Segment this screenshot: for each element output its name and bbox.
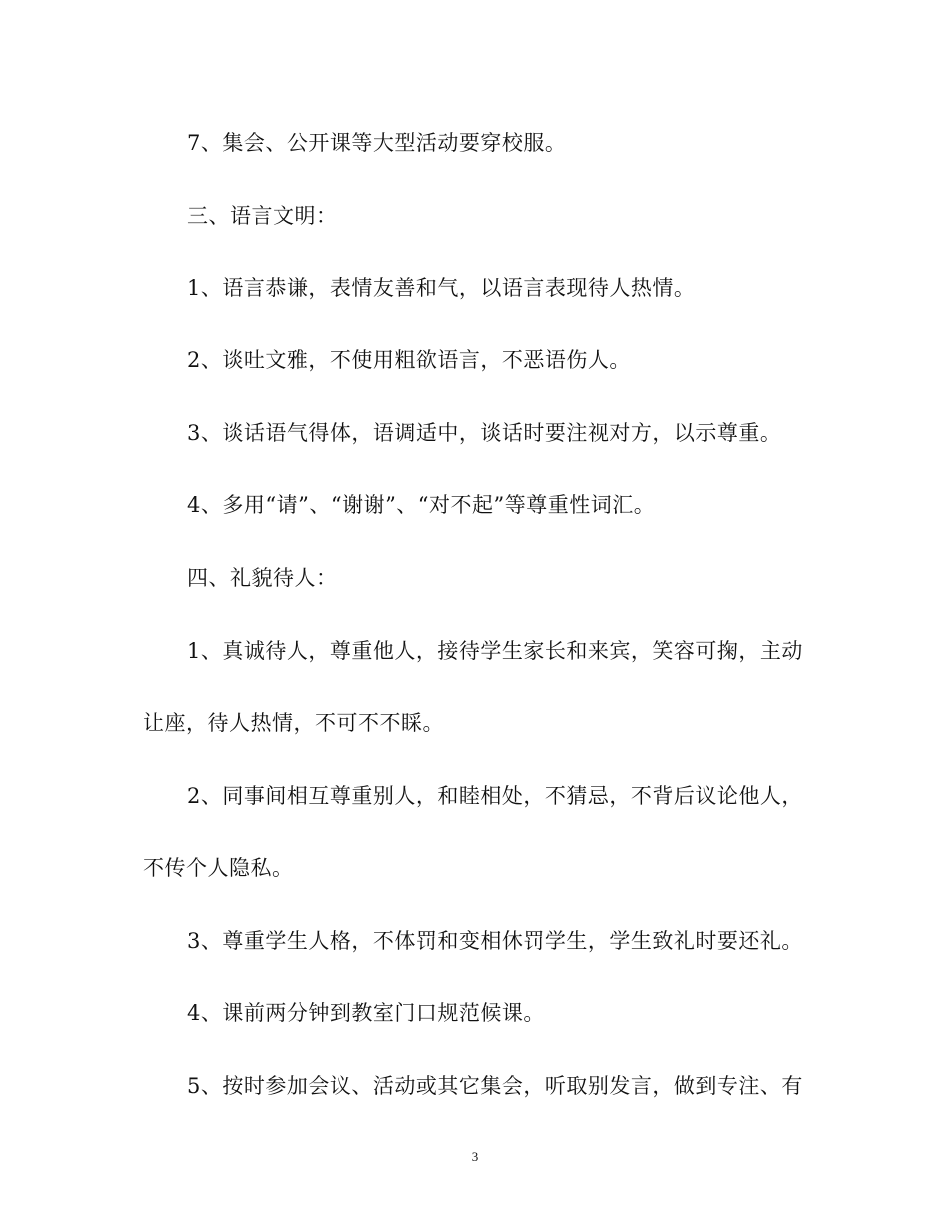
paragraph-line: 1、语言恭谦，表情友善和气，以语言表现待人热情。 [187, 276, 696, 300]
paragraph-line: 2、同事间相互尊重别人，和睦相处，不猜忌，不背后议论他人， [187, 784, 803, 808]
section-heading: 四、礼貌待人： [187, 566, 338, 590]
section-heading: 三、语言文明： [187, 204, 338, 228]
page-number: 3 [471, 1149, 479, 1164]
paragraph-line: 3、尊重学生人格，不体罚和变相休罚学生，学生致礼时要还礼。 [187, 929, 803, 953]
paragraph-line: 3、谈话语气得体，语调适中，谈话时要注视对方，以示尊重。 [187, 421, 782, 445]
paragraph-line: 1、真诚待人，尊重他人，接待学生家长和来宾，笑容可掬，主动 [187, 639, 803, 663]
paragraph-line: 5、按时参加会议、活动或其它集会，听取别发言，做到专注、有 [187, 1074, 803, 1098]
paragraph-line: 2、谈吐文雅，不使用粗欲语言，不恶语伤人。 [187, 348, 631, 372]
paragraph-line-continued: 让座，待人热情，不可不不睬。 [143, 711, 444, 735]
paragraph-line: 4、多用“请”、“谢谢”、“对不起”等尊重性词汇。 [187, 493, 656, 517]
paragraph-line: 7、集会、公开课等大型活动要穿校服。 [187, 131, 567, 155]
paragraph-line-continued: 不传个人隐私。 [143, 856, 294, 880]
paragraph-line: 4、课前两分钟到教室门口规范候课。 [187, 1001, 545, 1025]
